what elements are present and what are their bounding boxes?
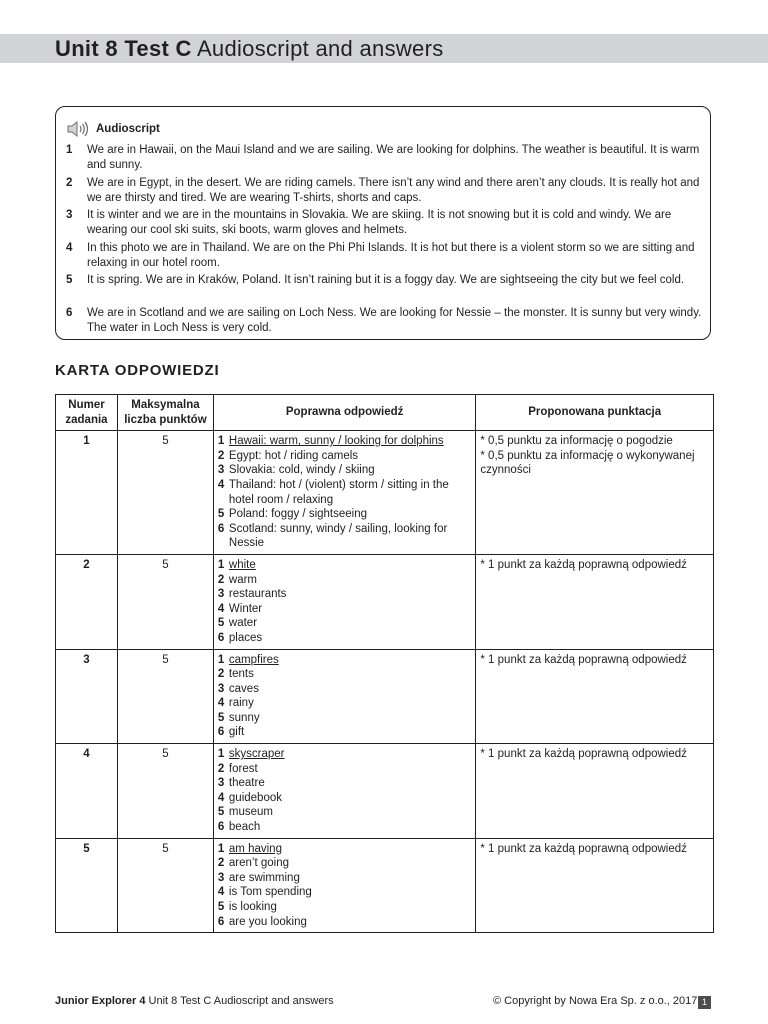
correct-answer-cell <box>213 431 475 555</box>
answer-text: Thailand: hot / (violent) storm / sitting in the hotel room / relaxing <box>228 478 449 506</box>
task-number-cell: 2 <box>56 554 118 649</box>
table-row <box>56 744 714 839</box>
answer-text: is Tom spending <box>228 886 312 899</box>
task-number-cell: 4 <box>56 744 118 839</box>
scoring-rule: * 1 punkt za każdą poprawną odpowiedź <box>480 653 687 666</box>
task-number-cell: 1 <box>56 431 118 555</box>
answer-item <box>218 573 471 588</box>
audioscript-item-number: 5 <box>66 274 73 286</box>
correct-answer-cell <box>213 838 475 933</box>
answer-table <box>55 394 714 933</box>
answer-item <box>218 871 471 886</box>
answer-item <box>218 711 471 726</box>
scoring-rule: * 1 punkt za każdą poprawną odpowiedź <box>480 748 687 761</box>
audioscript-item-number: 3 <box>66 209 73 221</box>
answer-item <box>218 463 471 478</box>
page-title-rest: Audioscript and answers <box>196 36 444 61</box>
page-title <box>55 36 444 62</box>
audioscript-item <box>66 143 706 172</box>
max-points-cell: 5 <box>117 744 213 839</box>
footer-book: Junior Explorer 4 <box>55 995 146 1007</box>
answer-text: beach <box>228 821 261 834</box>
answer-number: 4 <box>217 697 225 710</box>
answer-item <box>218 507 471 522</box>
answer-text: skyscraper <box>228 748 285 761</box>
example-answer <box>218 434 471 449</box>
answer-number: 3 <box>217 464 225 477</box>
audioscript-item <box>66 273 706 288</box>
answer-text: Poland: foggy / sightseeing <box>228 508 368 521</box>
answer-number: 3 <box>217 871 225 884</box>
audioscript-item <box>66 176 706 205</box>
answer-number: 4 <box>217 791 225 804</box>
answer-number: 5 <box>217 617 225 630</box>
answer-item <box>218 631 471 646</box>
answer-number: 2 <box>217 857 225 870</box>
answer-item <box>218 805 471 820</box>
answer-number: 1 <box>217 435 225 448</box>
answer-text: warm <box>228 573 258 586</box>
header-max-points-line1: Maksymalna <box>131 399 200 411</box>
answer-number: 5 <box>217 711 225 724</box>
answer-text: Winter <box>228 602 263 615</box>
answer-number: 4 <box>217 478 225 491</box>
answer-text: theatre <box>228 777 265 790</box>
audioscript-item <box>66 241 706 270</box>
answer-number: 3 <box>217 588 225 601</box>
audioscript-item-number: 2 <box>66 177 73 189</box>
footer-copyright: © Copyright by Nowa Era Sp. z o.o., 2017 <box>493 995 698 1007</box>
answer-text: Egypt: hot / riding camels <box>228 449 359 462</box>
page-title-bold: Unit 8 Test C <box>55 36 192 61</box>
answer-number: 6 <box>217 915 225 928</box>
answer-item <box>218 915 471 930</box>
example-answer <box>218 842 471 857</box>
answer-number: 6 <box>217 726 225 739</box>
answer-item <box>218 776 471 791</box>
answer-number: 5 <box>217 806 225 819</box>
answer-item <box>218 602 471 617</box>
answer-item <box>218 616 471 631</box>
answer-text: forest <box>228 762 258 775</box>
scoring-cell <box>476 431 714 555</box>
max-points-cell: 5 <box>117 554 213 649</box>
answer-text: Hawaii: warm, sunny / looking for dolphins <box>228 435 444 448</box>
audioscript-header <box>66 118 160 140</box>
audioscript-item <box>66 208 706 237</box>
page-number: 1 <box>698 996 711 1009</box>
answer-number: 2 <box>217 668 225 681</box>
answer-item <box>218 856 471 871</box>
answer-item <box>218 522 471 551</box>
scoring-rule: * 0,5 punktu za informację o wykonywanej czynności <box>480 449 695 477</box>
answer-item <box>218 885 471 900</box>
answer-text: is looking <box>228 901 277 913</box>
answer-key-title: KARTA ODPOWIEDZI <box>55 362 220 379</box>
answer-text: are swimming <box>228 871 300 884</box>
answer-text: campfires <box>228 653 279 666</box>
scoring-rule: * 0,5 punktu za informację o pogodzie <box>480 435 673 448</box>
example-answer <box>218 747 471 762</box>
answer-item <box>218 820 471 835</box>
answer-number: 3 <box>217 682 225 695</box>
answer-number: 3 <box>217 777 225 790</box>
answer-text: rainy <box>228 697 254 710</box>
audioscript-title: Audioscript <box>96 123 160 135</box>
answer-text: are you looking <box>228 915 307 928</box>
answer-text: sunny <box>228 711 260 724</box>
table-row <box>56 431 714 555</box>
task-number-cell: 5 <box>56 838 118 933</box>
example-answer <box>218 653 471 668</box>
header-max-points-line2: liczba punktów <box>124 413 207 426</box>
answer-text: tents <box>228 668 254 681</box>
answer-item <box>218 762 471 777</box>
max-points-cell: 5 <box>117 649 213 744</box>
task-number-cell: 3 <box>56 649 118 744</box>
audioscript-item <box>66 306 706 335</box>
footer-doc: Unit 8 Test C Audioscript and answers <box>148 995 334 1007</box>
scoring-cell <box>476 554 714 649</box>
correct-answer-cell <box>213 649 475 744</box>
audioscript-item-text: We are in Hawaii, on the Maui Island and we are sailing. We are looking for dolphins. The weather is beautiful. It is warm and sunny. <box>87 144 700 171</box>
speaker-icon <box>66 119 90 139</box>
answer-number: 1 <box>217 558 225 571</box>
max-points-cell: 5 <box>117 431 213 555</box>
answer-item <box>218 696 471 711</box>
answer-text: gift <box>228 726 245 739</box>
audioscript-item-number: 6 <box>66 307 73 319</box>
table-row <box>56 649 714 744</box>
header-max-points <box>117 395 213 431</box>
answer-number: 6 <box>217 821 225 834</box>
answer-number: 1 <box>217 653 225 666</box>
answer-text: museum <box>228 806 274 819</box>
answer-number: 6 <box>217 522 225 535</box>
audioscript-item-number: 1 <box>66 144 73 156</box>
answer-text: am having <box>228 842 282 855</box>
correct-answer-cell <box>213 744 475 839</box>
answer-item <box>218 449 471 464</box>
answer-number: 1 <box>217 748 225 761</box>
max-points-cell: 5 <box>117 838 213 933</box>
answer-item <box>218 682 471 697</box>
header-scoring: Proponowana punktacja <box>476 395 714 431</box>
answer-number: 5 <box>217 508 225 521</box>
answer-number: 5 <box>217 901 225 913</box>
footer-left <box>55 995 334 1007</box>
answer-text: caves <box>228 682 259 695</box>
table-row <box>56 554 714 649</box>
header-task-number-line1: Numer <box>68 399 105 411</box>
audioscript-item-text: It is spring. We are in Kraków, Poland. It isn’t raining but it is a foggy day. We are sightseeing the city but we feel cold. <box>87 274 685 286</box>
answer-text: water <box>228 617 258 630</box>
answer-number: 1 <box>217 842 225 855</box>
answer-text: Scotland: sunny, windy / sailing, looking for Nessie <box>228 522 448 550</box>
answer-number: 4 <box>217 886 225 899</box>
example-answer <box>218 558 471 573</box>
audioscript-item-text: It is winter and we are in the mountains in Slovakia. We are skiing. It is not snowing but it is cold and windy. We are wearing our cool ski suits, ski boots, warm gloves and helmets. <box>87 209 672 236</box>
answer-item <box>218 725 471 740</box>
answer-text: places <box>228 631 263 644</box>
header-correct-answer: Poprawna odpowiedź <box>213 395 475 431</box>
answer-text: restaurants <box>228 588 287 601</box>
answer-number: 4 <box>217 602 225 615</box>
answer-number: 2 <box>217 573 225 586</box>
answer-text: Slovakia: cold, windy / skiing <box>228 464 375 477</box>
audioscript-item-text: We are in Egypt, in the desert. We are riding camels. There isn’t any wind and there aren’t any clouds. It is really hot and we are thirsty and tired. We are wearing T-shirts, shorts and caps. <box>87 177 700 204</box>
audioscript-item-text: In this photo we are in Thailand. We are on the Phi Phi Islands. It is hot but there is a violent storm so we are sitting and relaxing in our hotel room. <box>87 242 695 269</box>
answer-text: aren’t going <box>228 857 290 870</box>
answer-item <box>218 667 471 682</box>
answer-text: guidebook <box>228 791 282 804</box>
answer-text: white <box>228 558 256 571</box>
audioscript-item-number: 4 <box>66 242 73 254</box>
correct-answer-cell <box>213 554 475 649</box>
answer-item <box>218 791 471 806</box>
scoring-cell <box>476 744 714 839</box>
header-task-number <box>56 395 118 431</box>
scoring-cell <box>476 838 714 933</box>
audioscript-item-text: We are in Scotland and we are sailing on Loch Ness. We are looking for Nessie – the monster. It is sunny but very windy. The water in Loch Ness is very cold. <box>87 307 702 334</box>
answer-item <box>218 900 471 915</box>
answer-number: 2 <box>217 762 225 775</box>
answer-number: 2 <box>217 449 225 462</box>
scoring-rule: * 1 punkt za każdą poprawną odpowiedź <box>480 842 687 855</box>
answer-number: 6 <box>217 631 225 644</box>
table-header-row <box>56 395 714 431</box>
answer-item <box>218 587 471 602</box>
header-task-number-line2: zadania <box>65 413 108 426</box>
answer-item <box>218 478 471 507</box>
scoring-cell <box>476 649 714 744</box>
scoring-rule: * 1 punkt za każdą poprawną odpowiedź <box>480 558 687 571</box>
table-row <box>56 838 714 933</box>
